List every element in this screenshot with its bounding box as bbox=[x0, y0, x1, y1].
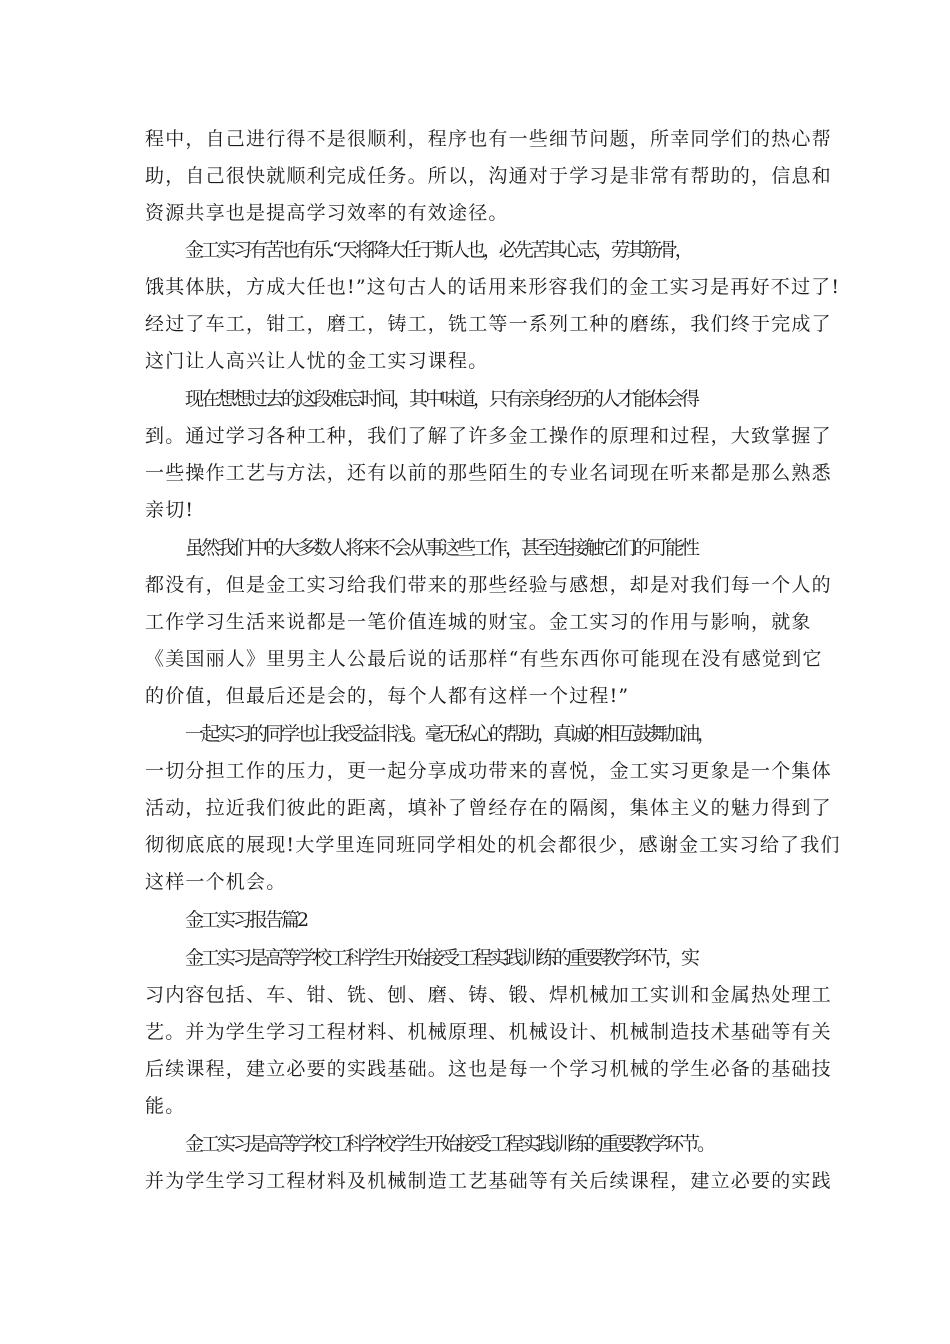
paragraph-first-line: 一起实习的同学也让我受益非浅。毫无私心的帮助，真诚的相互鼓舞加油， bbox=[185, 723, 714, 745]
text-line: 这门让人高兴让人忧的金工实习课程。 bbox=[145, 350, 489, 372]
text-line: 程中，自己进行得不是很顺利，程序也有一些细节问题，所幸同学们的热心帮 bbox=[145, 128, 832, 150]
paragraph-first-line: 金工实习有苦也有乐.“天将降大任于斯人也，必先苦其心志，劳其筋骨， bbox=[185, 239, 691, 261]
paragraph-first-line: 现在想想过去的这段难忘时间，其中味道，只有亲身经历的人才能体会得 bbox=[185, 388, 698, 410]
text-line: 亲切! bbox=[145, 499, 195, 521]
text-line: 经过了车工，钳工，磨工，铸工，铣工等一系列工种的磨练，我们终于完成了 bbox=[145, 313, 832, 335]
text-line: 到。通过学习各种工种，我们了解了许多金工操作的原理和过程，大致掌握了 bbox=[145, 425, 832, 447]
text-line: 这样一个机会。 bbox=[145, 871, 287, 893]
section-heading: 金工实习报告篇2 bbox=[185, 909, 307, 931]
text-line: 的价值，但最后还是会的，每个人都有这样一个过程!” bbox=[145, 685, 630, 707]
text-line: 后续课程，建立必要的实践基础。这也是每一个学习机械的学生必备的基础技 bbox=[145, 1058, 832, 1080]
text-line: 习内容包括、车、钳、铣、刨、磨、铸、锻、焊机械加工实训和金属热处理工 bbox=[145, 984, 832, 1006]
text-line: 工作学习生活来说都是一笔价值连城的财宝。金工实习的作用与影响，就象 bbox=[145, 611, 812, 633]
text-line: 艺。并为学生学习工程材料、机械原理、机械设计、机械制造技术基础等有关 bbox=[145, 1021, 832, 1043]
text-line: 都没有，但是金工实习给我们带来的那些经验与感想，却是对我们每一个人的 bbox=[145, 574, 832, 596]
text-line: 能。 bbox=[145, 1095, 186, 1117]
text-line: 饿其体肤，方成大任也!”这句古人的话用来形容我们的金工实习是再好不过了! bbox=[145, 276, 841, 298]
paragraph-first-line: 金工实习是高等学校工科学生开始接受工程实践训练的重要教学环节，实 bbox=[185, 947, 698, 969]
text-line: 一切分担工作的压力，更一起分享成功带来的喜悦，金工实习更象是一个集体 bbox=[145, 760, 832, 782]
text-line: 彻彻底底的展现!大学里连同班同学相处的机会都很少，感谢金工实习给了我们 bbox=[145, 834, 841, 856]
text-line: 《美国丽人》里男主人公最后说的话那样“有些东西你可能现在没有感觉到它 bbox=[145, 648, 823, 670]
text-line: 并为学生学习工程材料及机械制造工艺基础等有关后续课程，建立必要的实践 bbox=[145, 1170, 832, 1192]
text-line: 一些操作工艺与方法，还有以前的那些陌生的专业名词现在听来都是那么熟悉 bbox=[145, 462, 832, 484]
paragraph-first-line: 金工实习是高等学校工科学校学生开始接受工程实践训练的重要教学环节。 bbox=[185, 1133, 714, 1155]
text-line: 助，自己很快就顺利完成任务。所以，沟通对于学习是非常有帮助的，信息和 bbox=[145, 165, 832, 187]
text-line: 资源共享也是提高学习效率的有效途径。 bbox=[145, 202, 509, 224]
paragraph-first-line: 虽然我们中的大多数人将来不会从事这些工作，甚至连接触它们的可能性 bbox=[185, 537, 698, 559]
text-line: 活动，拉近我们彼此的距离，填补了曾经存在的隔阂，集体主义的魅力得到了 bbox=[145, 797, 832, 819]
